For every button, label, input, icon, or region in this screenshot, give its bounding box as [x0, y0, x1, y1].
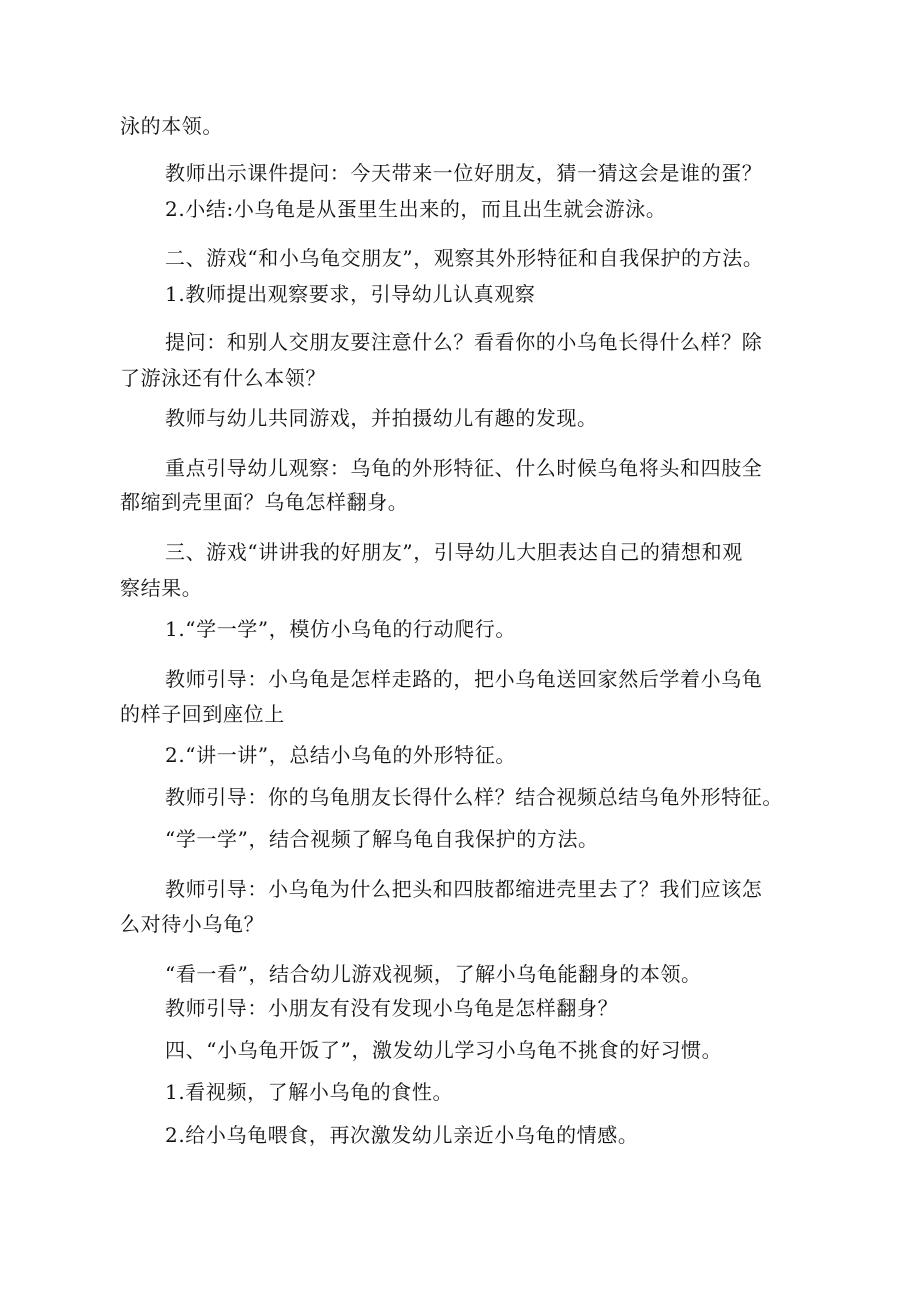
text-line: 1.看视频，了解小乌龟的食性。	[165, 1080, 454, 1104]
text-line: 重点引导幼儿观察：乌龟的外形特征、什么时候乌龟将头和四肢全	[165, 456, 763, 480]
text-line: 1.“学一学”，模仿小乌龟的行动爬行。	[165, 617, 516, 641]
text-line: 的样子回到座位上	[120, 702, 285, 726]
text-line: 三、游戏“讲讲我的好朋友”，引导幼儿大胆表达自己的猜想和观	[165, 540, 743, 564]
text-line: 教师引导：你的乌龟朋友长得什么样？结合视频总结乌龟外形特征。	[165, 785, 783, 809]
text-line: 教师与幼儿共同游戏，并拍摄幼儿有趣的发现。	[165, 406, 598, 430]
text-line: 教师引导：小朋友有没有发现小乌龟是怎样翻身？	[165, 996, 619, 1020]
text-line: “看一看”，结合幼儿游戏视频，了解小乌龟能翻身的本领。	[165, 962, 702, 986]
text-line: 2.“讲一讲”，总结小乌龟的外形特征。	[165, 743, 516, 767]
text-line: 教师出示课件提问：今天带来一位好朋友，猜一猜这会是谁的蛋？	[165, 161, 763, 185]
text-line: 教师引导：小乌龟是怎样走路的，把小乌龟送回家然后学着小乌龟	[165, 667, 763, 691]
text-line: 么对待小乌龟？	[120, 912, 265, 936]
text-line: 泳的本领。	[120, 114, 223, 138]
text-line: “学一学”，结合视频了解乌龟自我保护的方法。	[165, 827, 599, 851]
text-line: 察结果。	[120, 576, 203, 600]
text-line: 教师引导：小乌龟为什么把头和四肢都缩进壳里去了？我们应该怎	[165, 877, 763, 901]
text-line: 四、“小乌龟开饭了”，激发幼儿学习小乌龟不挑食的好习惯。	[165, 1038, 723, 1062]
text-line: 都缩到壳里面？乌龟怎样翻身。	[120, 490, 409, 514]
text-line: 2.小结:小乌龟是从蛋里生出来的，而且出生就会游泳。	[165, 197, 667, 221]
text-line: 了游泳还有什么本领？	[120, 366, 326, 390]
text-line: 提问：和别人交朋友要注意什么？看看你的小乌龟长得什么样？除	[165, 330, 763, 354]
text-line: 2.给小乌龟喂食，再次激发幼儿亲近小乌龟的情感。	[165, 1123, 639, 1147]
text-line: 1.教师提出观察要求，引导幼儿认真观察	[165, 282, 536, 306]
text-line: 二、游戏“和小乌龟交朋友”，观察其外形特征和自我保护的方法。	[165, 246, 764, 270]
